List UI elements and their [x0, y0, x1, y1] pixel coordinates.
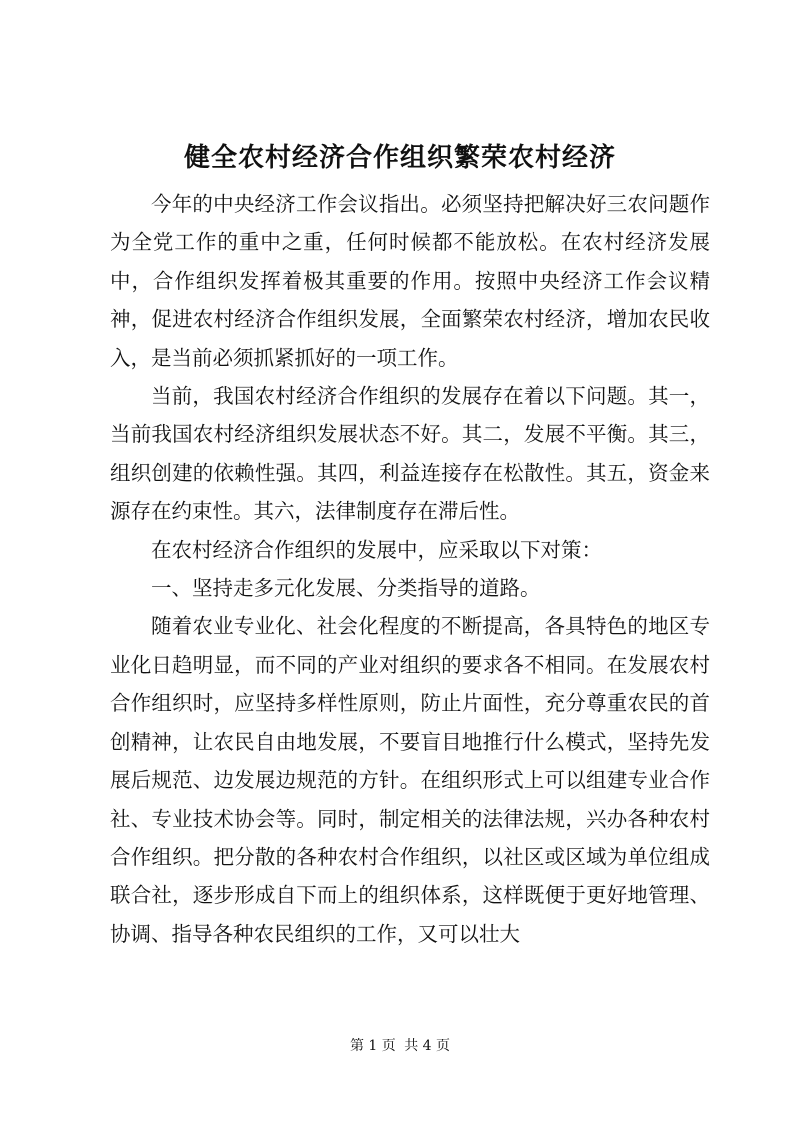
paragraph: 当前，我国农村经济合作组织的发展存在着以下问题。其一，当前我国农村经济组织发展状态不好。其二，发展不平衡。其三，组织创建的依赖性强。其四，利益连接存在松散性。其五，资金来源存在约束性。其六，法律制度存在滞后性。	[110, 384, 710, 524]
paragraph: 在农村经济合作组织的发展中，应采取以下对策：	[151, 537, 602, 562]
paragraph: 随着农业专业化、社会化程度的不断提高，各具特色的地区专业化日趋明显，而不同的产业对组织的要求各不相同。在发展农村合作组织时，应坚持多样性原则，防止片面性，充分尊重农民的首创精神，让农民自由地发展，不要盲目地推行什么模式，坚持先发展后规范、边发展边规范的方针。在组织形式上可以组建专业合作社、专业技术协会等。同时，制定相关的法律法规，兴办各种农村合作组织。把分散的各种农村合作组织，以社区或区域为单位组成联合社，逐步形成自下而上的组织体系，这样既便于更好地管理、协调、指导各种农民组织的工作，又可以壮大	[110, 614, 710, 946]
page-total: 共 4 页	[404, 1038, 451, 1054]
document-body	[110, 185, 710, 953]
document-title: 健全农村经济合作组织繁荣农村经济	[183, 143, 616, 173]
page-footer	[0, 1036, 800, 1056]
section-heading: 一、坚持走多元化发展、分类指导的道路。	[151, 576, 541, 601]
page-number: 第 1 页	[349, 1038, 396, 1054]
paragraph: 今年的中央经济工作会议指出。必须坚持把解决好三农问题作为全党工作的重中之重，任何时候都不能放松。在农村经济发展中，合作组织发挥着极其重要的作用。按照中央经济工作会议精神，促进农村经济合作组织发展，全面繁荣农村经济，增加农民收入，是当前必须抓紧抓好的一项工作。	[110, 192, 710, 370]
